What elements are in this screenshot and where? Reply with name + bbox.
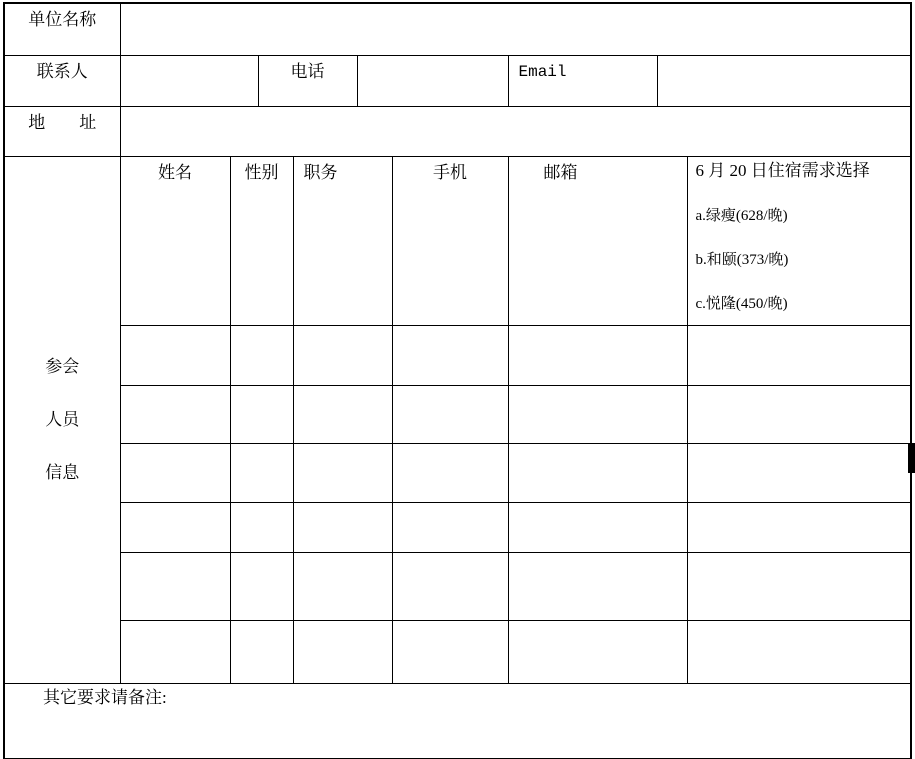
- attendee-mobile-cell[interactable]: [392, 325, 508, 385]
- attendee-mailbox-cell[interactable]: [508, 325, 687, 385]
- attendee-mailbox-cell[interactable]: [508, 443, 687, 502]
- attendee-name-cell[interactable]: [120, 502, 230, 552]
- attendee-row: [4, 325, 911, 385]
- email-input-cell[interactable]: [657, 55, 911, 106]
- attendee-gender-cell[interactable]: [230, 325, 293, 385]
- contact-person-input-cell[interactable]: [120, 55, 258, 106]
- attendee-accommodation-cell[interactable]: [687, 502, 911, 552]
- unit-name-row: [4, 3, 911, 55]
- attendee-row: [4, 620, 911, 683]
- attendee-name-cell[interactable]: [120, 443, 230, 502]
- remarks-row: [4, 683, 911, 759]
- attendee-row: [4, 385, 911, 443]
- attendee-header-row: [4, 156, 911, 325]
- attendee-section-label: [4, 156, 120, 683]
- phone-input-cell[interactable]: [357, 55, 508, 106]
- attendee-accommodation-cell[interactable]: [687, 552, 911, 620]
- contact-row: [4, 55, 911, 106]
- col-header-position: 职务: [293, 156, 392, 325]
- attendee-accommodation-cell[interactable]: [687, 620, 911, 683]
- attendee-mobile-cell[interactable]: [392, 502, 508, 552]
- attendee-mailbox-cell[interactable]: [508, 385, 687, 443]
- phone-label: 电话: [258, 55, 357, 106]
- attendee-gender-cell[interactable]: [230, 385, 293, 443]
- attendee-section-label-line: 参会: [45, 356, 80, 376]
- attendee-mailbox-cell[interactable]: [508, 502, 687, 552]
- attendee-position-cell[interactable]: [293, 325, 392, 385]
- attendee-mobile-cell[interactable]: [392, 620, 508, 683]
- unit-name-input-cell[interactable]: [120, 3, 911, 55]
- col-header-gender: 性别: [230, 156, 293, 325]
- col-header-accommodation: [687, 156, 911, 325]
- attendee-accommodation-cell[interactable]: [687, 385, 911, 443]
- accommodation-option-c: c.悦隆(450/晚): [695, 295, 788, 312]
- attendee-name-cell[interactable]: [120, 552, 230, 620]
- attendee-mobile-cell[interactable]: [392, 443, 508, 502]
- registration-form-table: [3, 2, 912, 759]
- attendee-row: [4, 502, 911, 552]
- attendee-name-cell[interactable]: [120, 325, 230, 385]
- col-header-name: 姓名: [120, 156, 230, 325]
- col-header-mailbox: 邮箱: [508, 156, 687, 325]
- address-row: [4, 106, 911, 156]
- unit-name-label: 单位名称: [4, 3, 120, 55]
- attendee-name-cell[interactable]: [120, 620, 230, 683]
- col-header-mobile: 手机: [392, 156, 508, 325]
- remarks-label[interactable]: 其它要求请备注:: [4, 683, 911, 759]
- address-label: 地 址: [4, 106, 120, 156]
- address-input-cell[interactable]: [120, 106, 911, 156]
- attendee-name-cell[interactable]: [120, 385, 230, 443]
- attendee-mobile-cell[interactable]: [392, 552, 508, 620]
- attendee-gender-cell[interactable]: [230, 502, 293, 552]
- accommodation-header: 6 月 20 日住宿需求选择: [695, 160, 870, 180]
- attendee-section-label-line: 信息: [45, 462, 80, 482]
- attendee-row: [4, 443, 911, 502]
- contact-person-label: 联系人: [4, 55, 120, 106]
- right-edge-marker: [908, 443, 915, 473]
- attendee-position-cell[interactable]: [293, 620, 392, 683]
- email-label: Email: [508, 55, 657, 106]
- attendee-accommodation-cell[interactable]: [687, 443, 911, 502]
- accommodation-option-b: b.和颐(373/晚): [695, 251, 789, 268]
- attendee-row: [4, 552, 911, 620]
- accommodation-option-a: a.绿瘦(628/晚): [695, 207, 788, 224]
- attendee-mailbox-cell[interactable]: [508, 552, 687, 620]
- attendee-position-cell[interactable]: [293, 443, 392, 502]
- attendee-position-cell[interactable]: [293, 502, 392, 552]
- attendee-gender-cell[interactable]: [230, 552, 293, 620]
- attendee-mailbox-cell[interactable]: [508, 620, 687, 683]
- attendee-position-cell[interactable]: [293, 385, 392, 443]
- attendee-position-cell[interactable]: [293, 552, 392, 620]
- attendee-mobile-cell[interactable]: [392, 385, 508, 443]
- attendee-section-label-line: 人员: [45, 409, 80, 429]
- attendee-gender-cell[interactable]: [230, 620, 293, 683]
- attendee-gender-cell[interactable]: [230, 443, 293, 502]
- attendee-accommodation-cell[interactable]: [687, 325, 911, 385]
